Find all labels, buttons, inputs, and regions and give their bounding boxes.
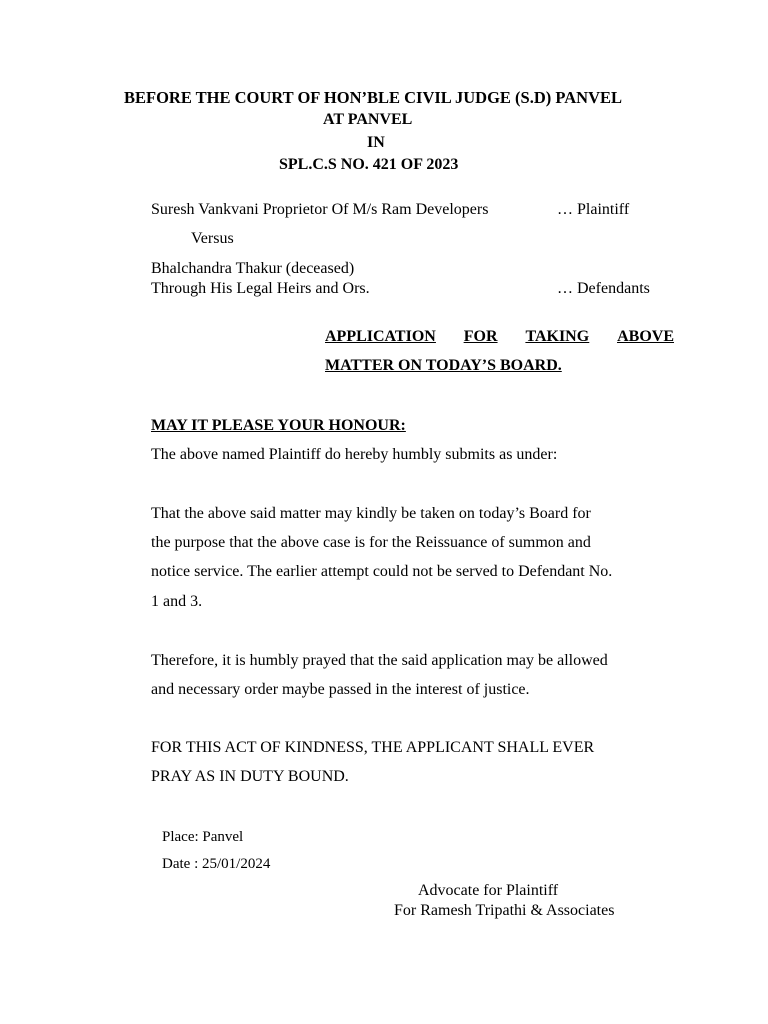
closing-line: PRAY AS IN DUTY BOUND. bbox=[151, 768, 349, 785]
para2-line: Therefore, it is humbly prayed that the said application may be allowed bbox=[151, 652, 608, 669]
plaintiff-name: Suresh Vankvani Proprietor Of M/s Ram Developers bbox=[151, 201, 489, 218]
subject-word: TAKING bbox=[525, 328, 590, 345]
para1-line: notice service. The earlier attempt could not be served to Defendant No. bbox=[151, 563, 613, 580]
closing-line: FOR THIS ACT OF KINDNESS, THE APPLICANT SHALL EVER bbox=[151, 739, 595, 756]
subject-word: APPLICATION bbox=[325, 328, 436, 345]
signatory-title: Advocate for Plaintiff bbox=[418, 882, 559, 899]
place-label: Place: Panvel bbox=[162, 829, 244, 845]
subject-line-2: MATTER ON TODAY’S BOARD. bbox=[325, 357, 562, 374]
signatory-firm: For Ramesh Tripathi & Associates bbox=[394, 902, 615, 919]
para1-line: 1 and 3. bbox=[151, 593, 203, 610]
case-number: SPL.C.S NO. 421 OF 2023 bbox=[279, 156, 459, 173]
versus-label: Versus bbox=[191, 230, 234, 247]
para1-line: That the above said matter may kindly be taken on today’s Board for bbox=[151, 505, 591, 522]
header-in: IN bbox=[367, 134, 385, 151]
subject-word: FOR bbox=[463, 328, 498, 345]
defendant-role: … Defendants bbox=[557, 280, 650, 297]
defendant-heirs: Through His Legal Heirs and Ors. bbox=[151, 280, 370, 297]
date-label: Date : 25/01/2024 bbox=[162, 856, 271, 872]
subject-line-1 bbox=[325, 327, 674, 347]
intro-text: The above named Plaintiff do hereby humbly submits as under: bbox=[151, 446, 558, 463]
plaintiff-role: … Plaintiff bbox=[557, 201, 630, 218]
defendant-name: Bhalchandra Thakur (deceased) bbox=[151, 260, 355, 277]
para1-line: the purpose that the above case is for the Reissuance of summon and bbox=[151, 534, 591, 551]
court-title: BEFORE THE COURT OF HON’BLE CIVIL JUDGE (S.D) PANVEL bbox=[124, 88, 623, 107]
salutation: MAY IT PLEASE YOUR HONOUR: bbox=[151, 417, 406, 434]
para2-line: and necessary order maybe passed in the interest of justice. bbox=[151, 681, 530, 698]
court-location: AT PANVEL bbox=[323, 111, 413, 128]
subject-word: ABOVE bbox=[617, 328, 674, 345]
